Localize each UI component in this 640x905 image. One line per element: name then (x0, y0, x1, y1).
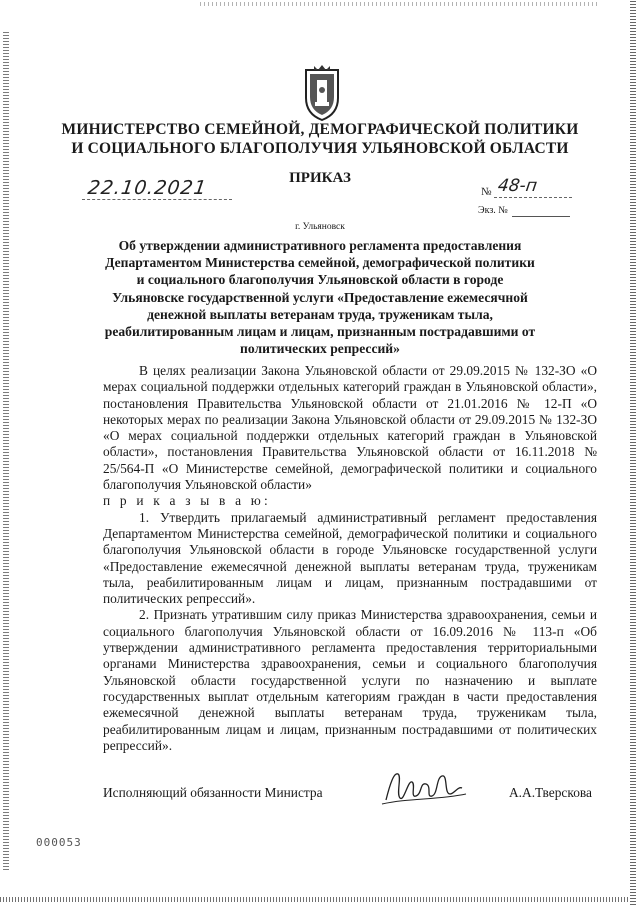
handwritten-signature (378, 764, 468, 810)
handwritten-number: 48-п (496, 176, 539, 196)
order-word: п р и к а з ы в а ю: (103, 493, 271, 509)
handwritten-date: 22.10.2021 (86, 177, 209, 199)
preamble-paragraph: В целях реализации Закона Ульяновской области от 29.09.2015 № 132-ЗО «О мерах социальной поддержки отдельных категорий граждан в Ульяновской области», постановления Правительства Ульяновской области от 21.01.2016 № 12-П «О некоторых мерах по реализации Закона Ульяновской области от 29.09.2015 № 132-ЗО «О мерах социальной поддержки отдельных категорий граждан в Ульяновской области», постановления Правительства Ульяновской области от 16.11.2018 № 25/564-П «О Министерстве семейной, демографической политики и социального благополучия Ульяновской области» (103, 363, 597, 493)
city: г. Ульяновск (295, 222, 345, 232)
scan-edge-top (200, 2, 600, 6)
coat-of-arms-icon (300, 64, 344, 122)
scan-edge-left (3, 30, 9, 870)
signatory-role: Исполняющий обязанности Министра (103, 785, 323, 800)
copy-label: Экз. № (478, 205, 508, 216)
stamp-number: 000053 (36, 836, 82, 849)
number-underline (494, 197, 572, 198)
scan-edge-bottom (0, 897, 630, 902)
document-type: ПРИКАЗ (289, 170, 351, 186)
copy-underline (512, 216, 570, 217)
item-1: 1. Утвердить прилагаемый административный регламент предоставления Департаментом Министерства семейной, демографической политики и социального благополучия Ульяновской области в городе Ульяновске государственной услуги «Предоставление ежемесячной денежной выплаты ветеранам труда, труженикам тыла, реабилитированным лицам и лицам, признанным пострадавшими от политических репрессий». (103, 509, 597, 607)
date-underline (82, 199, 232, 200)
number-label: № (481, 186, 492, 198)
order-subject: Об утверждении административного регламента предоставления Департаментом Министерства семейной, демографической политики и социального благополучия Ульяновской области в городе Ульяновске государственной услуги «Предоставление ежемесячной денежной выплаты ветеранам труда, труженикам тыла, реабилитированным лицам и лицам, признанным пострадавшими от политических репрессий» (104, 238, 536, 357)
signatory-name: А.А.Тверскова (509, 785, 592, 800)
order-body (103, 363, 597, 754)
scan-edge-right (630, 0, 636, 905)
ministry-title: МИНИСТЕРСТВО СЕМЕЙНОЙ, ДЕМОГРАФИЧЕСКОЙ ПОЛИТИКИ И СОЦИАЛЬНОГО БЛАГОПОЛУЧИЯ УЛЬЯНОВСКОЙ ОБЛАСТИ (61, 121, 579, 157)
item-2: 2. Признать утратившим силу приказ Министерства здравоохранения, семьи и социального благополучия Ульяновской области от 16.09.2016 № 113-п «Об утверждении административного регламента предоставления территориальными органами Министерства здравоохранения, семьи и социального благополучия Ульяновской области государственной услуги по назначению и выплате государственных выплат отдельным категориям граждан в части предоставления ежемесячной денежной выплаты ветеранам труда, труженикам тыла, реабилитированным лицам и лицам, признанным пострадавшими от политических репрессий». (103, 607, 597, 753)
